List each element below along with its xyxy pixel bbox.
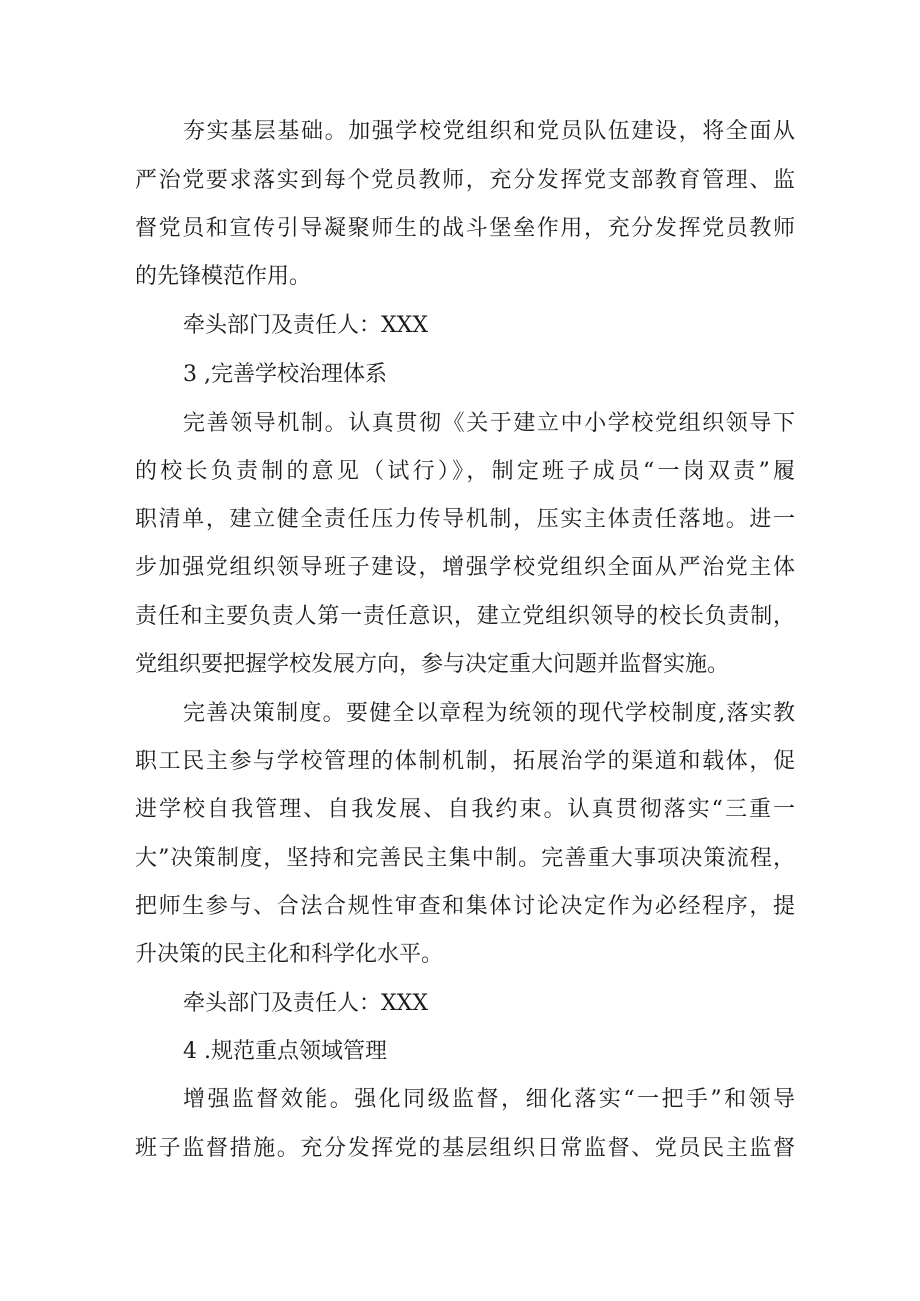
paragraph-line: 步加强党组织领导班子建设，增强学校党组织全面从严治党主体	[135, 555, 795, 580]
paragraph-line: 完善决策制度。要健全以章程为统领的现代学校制度,落实教	[183, 701, 795, 726]
paragraph-line: 班子监督措施。充分发挥党的基层组织日常监督、党员民主监督	[135, 1136, 795, 1161]
paragraph-line: 督党员和宣传引导凝聚师生的战斗堡垒作用，充分发挥党员教师	[135, 216, 795, 241]
section-heading: 3 ,完善学校治理体系	[183, 362, 387, 387]
paragraph-line: 大”决策制度，坚持和完善民主集中制。完善重大事项决策流程，	[135, 846, 795, 871]
paragraph-line: 夯实基层基础。加强学校党组织和党员队伍建设，将全面从	[183, 119, 795, 144]
responsible-party: 牵头部门及责任人：XXX	[183, 991, 428, 1016]
paragraph-line: 升决策的民主化和科学化水平。	[135, 942, 444, 967]
paragraph-line: 增强监督效能。强化同级监督，细化落实“一把手”和领导	[183, 1087, 795, 1112]
section-heading: 4 .规范重点领域管理	[183, 1039, 387, 1064]
paragraph-line: 职工民主参与学校管理的体制机制，拓展治学的渠道和载体，促	[135, 749, 795, 774]
paragraph-line: 把师生参与、合法合规性审查和集体讨论决定作为必经程序，提	[135, 894, 795, 919]
paragraph-line: 严治党要求落实到每个党员教师，充分发挥党支部教育管理、监	[135, 168, 795, 193]
responsible-party: 牵头部门及责任人：XXX	[183, 313, 428, 338]
paragraph-line: 的先锋模范作用。	[135, 264, 312, 289]
paragraph-line: 党组织要把握学校发展方向，参与决定重大问题并监督实施。	[135, 652, 730, 677]
paragraph-line: 职清单，建立健全责任压力传导机制，压实主体责任落地。进一	[135, 507, 795, 532]
paragraph-line: 的校长负责制的意见（试行）》，制定班子成员“一岗双责”履	[135, 459, 795, 484]
paragraph-line: 责任和主要负责人第一责任意识，建立党组织领导的校长负责制，	[135, 604, 795, 629]
paragraph-line: 进学校自我管理、自我发展、自我约束。认真贯彻落实“三重一	[135, 797, 795, 822]
paragraph-line: 完善领导机制。认真贯彻《关于建立中小学校党组织领导下	[183, 411, 795, 436]
